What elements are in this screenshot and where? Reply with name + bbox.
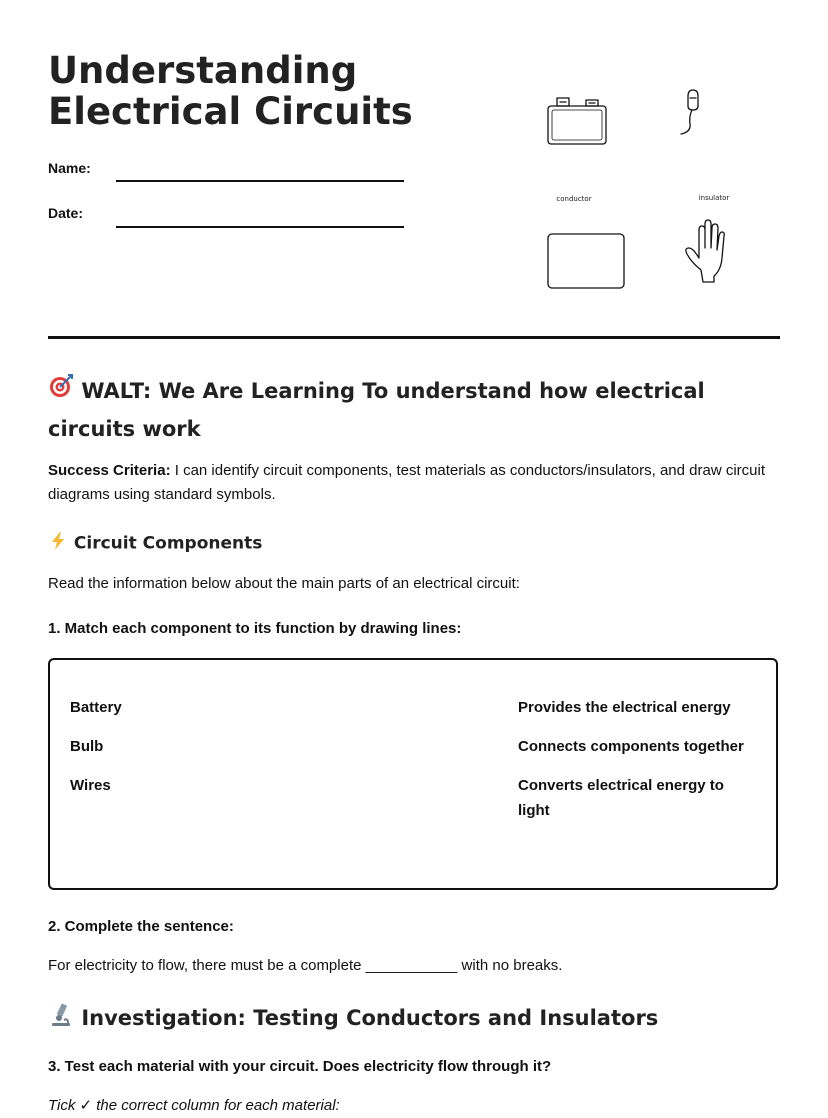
circuit-illustration: [530, 60, 770, 300]
question-1: 1. Match each component to its function by drawing lines:: [48, 620, 462, 637]
components-heading: Circuit Components: [48, 531, 262, 556]
tick-instruction: Tick ✓ the correct column for each material:: [48, 1097, 340, 1114]
complete-sentence: For electricity to flow, there must be a complete ___________ with no breaks.: [48, 957, 563, 974]
success-criteria: Success Criteria: I can identify circuit components, test materials as conductors/insulators, and draw circuit diagrams using standard symbols.: [48, 462, 766, 503]
lightning-icon: [48, 531, 68, 556]
name-label: Name:: [48, 160, 91, 176]
bulb-icon: [681, 90, 698, 134]
date-field[interactable]: [116, 226, 404, 228]
question-2: 2. Complete the sentence:: [48, 918, 234, 935]
date-label: Date:: [48, 205, 84, 221]
header-divider: [48, 336, 780, 339]
microscope-icon: [48, 1002, 74, 1036]
matching-box[interactable]: [48, 658, 778, 890]
match-left-wires[interactable]: Wires: [70, 777, 111, 794]
match-right-light[interactable]: Converts electrical energy to light: [518, 777, 724, 819]
insulator-label: insulator: [698, 194, 730, 202]
conductor-label: conductor: [556, 195, 592, 203]
hand-icon: [686, 220, 724, 282]
match-right-connects[interactable]: Connects components together: [518, 738, 744, 755]
match-right-energy[interactable]: Provides the electrical energy: [518, 699, 731, 716]
battery-icon: [548, 98, 606, 144]
name-field[interactable]: [116, 180, 404, 182]
page-title: Understanding Electrical Circuits: [48, 49, 413, 133]
investigation-heading: Investigation: Testing Conductors and Insulators: [48, 1002, 788, 1036]
match-left-bulb[interactable]: Bulb: [70, 738, 104, 755]
conductor-block-icon: [548, 234, 624, 288]
match-left-battery[interactable]: Battery: [70, 699, 122, 716]
target-icon: [48, 373, 74, 411]
components-intro: Read the information below about the main parts of an electrical circuit:: [48, 575, 520, 592]
question-3: 3. Test each material with your circuit. Does electricity flow through it?: [48, 1058, 552, 1075]
walt-heading: WALT: We Are Learning To understand how electrical circuits work: [48, 373, 788, 448]
